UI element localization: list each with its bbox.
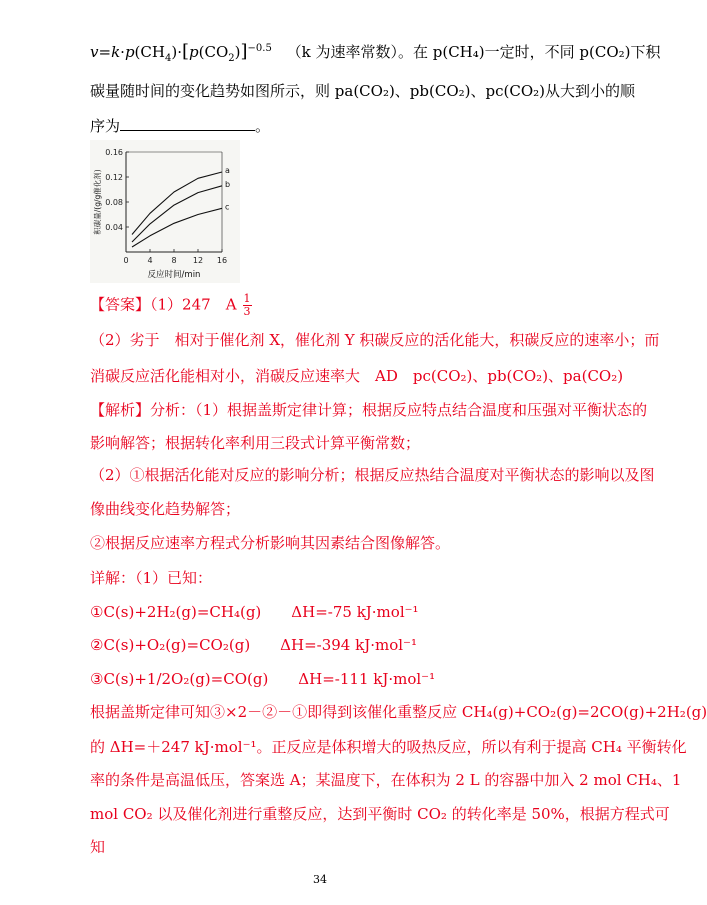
analysis-para-2: 的 ΔH=＋247 kJ·mol⁻¹。正反应是体积增大的吸热反应，所以有利于提高 CH₄ 平衡转化 [90,738,687,756]
series-label-b: b [225,179,231,189]
fraction-one-third: $\frac{1}{3}$ [243,292,251,318]
x-tick-label: 12 [192,256,204,265]
analysis-line-4: 像曲线变化趋势解答； [90,500,241,518]
analysis-para-4: mol CO₂ 以及催化剂进行重整反应，达到平衡时 CO₂ 的转化率是 50%，根据方程式可 [90,805,670,823]
answer-line-3: 消碳反应活化能相对小，消碳反应速率大 AD pc(CO₂)、pb(CO₂)、pa(CO₂) [90,367,624,385]
answer-line-1: 【答案】（1）247 A $\frac{1}{3}$ [90,292,251,318]
analysis-line-2: 影响解答；根据转化率利用三段式计算平衡常数； [90,434,421,452]
equation-1: ①C(s)+2H₂(g)=CH₄(g) ΔH=-75 kJ·mol⁻¹ [90,603,419,621]
question-text-3: 序为 。 [90,117,271,135]
x-tick-label: 8 [171,256,177,265]
y-tick-label: 0.08 [105,198,123,207]
equation-2: ②C(s)+O₂(g)=CO₂(g) ΔH=-394 kJ·mol⁻¹ [90,636,417,654]
series-label-c: c [225,202,230,212]
carbon-deposition-chart [90,140,240,283]
analysis-para-1: 根据盖斯定律可知③×2－②－①即得到该催化重整反应 CH₄(g)+CO₂(g)=2CO(g)+2H₂(g) [90,703,707,721]
y-tick-label: 0.16 [105,148,123,157]
analysis-line-3: （2）①根据活化能对反应的影响分析；根据反应热结合温度对平衡状态的影响以及图 [90,466,655,484]
analysis-line-6: 详解：（1）已知： [90,569,213,587]
analysis-para-3: 率的条件是高温低压，答案选 A；某温度下，在体积为 2 L 的容器中加入 2 mol CH₄、1 [90,771,682,789]
x-axis-label: 反应时间/min [147,270,201,280]
analysis-para-5: 知 [90,838,106,856]
answer-line-2: （2）劣于 相对于催化剂 X，催化剂 Y 积碳反应的活化能大，积碳反应的速率小；而 [90,331,660,349]
x-tick-label: 0 [123,256,129,265]
answer-blank [120,116,255,131]
y-tick-label: 0.04 [105,223,123,232]
series-label-a: a [225,166,230,175]
x-tick-label: 4 [147,256,153,265]
equation-3: ③C(s)+1/2O₂(g)=CO(g) ΔH=-111 kJ·mol⁻¹ [90,670,436,688]
question-text-1: （k 为速率常数）。在 p(CH₄)一定时，不同 p(CO₂)下积 [286,43,661,61]
x-tick-label: 16 [216,256,228,265]
analysis-line-5: ②根据反应速率方程式分析影响其因素结合图像解答。 [90,534,451,552]
analysis-line-1: 【解析】分析：（1）根据盖斯定律计算；根据反应特点结合温度和压强对平衡状态的 [90,401,648,419]
page-number: 34 [313,873,327,886]
series-line-b [132,186,222,242]
question-text-2: 碳量随时间的变化趋势如图所示，则 pa(CO₂)、pb(CO₂)、pc(CO₂)从大到小的顺 [90,82,635,100]
y-axis-label: 积碳量/(g/g催化剂) [93,169,102,235]
rate-equation-line: $v=k\cdot p(CH_4)\cdot[p(CO_2)]^{-0.5}$ （k 为速率常数）。在 p(CH₄)一定时，不同 p(CO₂)下积 [90,41,661,64]
answer-label: 【答案】 [90,295,151,314]
y-tick-label: 0.12 [105,173,123,182]
analysis-label: 【解析】 [90,401,151,419]
